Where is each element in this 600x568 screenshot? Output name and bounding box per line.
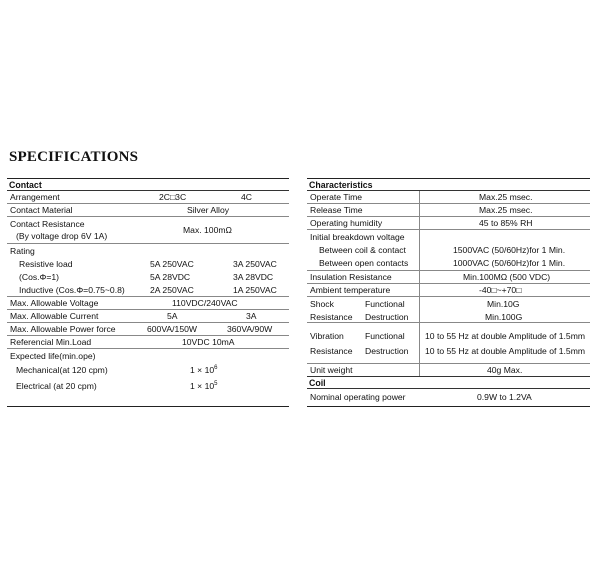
- expected-life-row: [7, 349, 289, 405]
- row-label: Max. Allowable Power force: [10, 324, 116, 334]
- operate-time-row: [307, 191, 590, 204]
- row-value: 360VA/90W: [227, 324, 273, 334]
- row-label: Initial breakdown voltage: [310, 232, 405, 242]
- insulation-row: [307, 271, 590, 284]
- row-value: 2A 250VAC: [150, 285, 194, 295]
- row-value: 10 to 55 Hz at double Amplitude of 1.5mm: [425, 331, 586, 341]
- breakdown-row: [307, 230, 590, 271]
- row-value: $1 \times 10^6$: [190, 365, 218, 375]
- row-label: Contact Material: [10, 205, 73, 215]
- max-voltage-row: [7, 297, 289, 310]
- row-label: Vibration: [310, 331, 344, 341]
- row-label: Max. Allowable Voltage: [10, 298, 99, 308]
- row-label: Referencial Min.Load: [10, 337, 92, 347]
- max-power-row: [7, 323, 289, 336]
- row-value: 10VDC 10mA: [182, 337, 235, 347]
- row-label: Operating humidity: [310, 218, 383, 228]
- row-label: Release Time: [310, 205, 363, 215]
- max-current-row: [7, 310, 289, 323]
- row-value: Max. 100mΩ: [183, 225, 232, 235]
- shock-row: [307, 297, 590, 323]
- row-label: Unit weight: [310, 365, 353, 375]
- coil-power-row: [307, 390, 590, 404]
- weight-row: [307, 364, 590, 377]
- row-sublabel: Destruction: [365, 346, 409, 356]
- row-value: 40g Max.: [487, 365, 523, 375]
- row-value: 1A 250VAC: [233, 285, 277, 295]
- row-label: Insulation Resistance: [310, 272, 392, 282]
- row-label: Expected life(min.ope): [10, 351, 96, 361]
- row-value: Silver Alloy: [187, 205, 230, 215]
- characteristics-table: [307, 178, 590, 407]
- row-value: 1500VAC (50/60Hz)for 1 Min.: [453, 245, 566, 255]
- row-sublabel: Functional: [365, 331, 405, 341]
- row-label: Resistance: [310, 312, 353, 322]
- row-value: 10 to 55 Hz at double Amplitude of 1.5mm: [425, 346, 586, 356]
- row-sublabel: (By voltage drop 6V 1A): [16, 231, 108, 241]
- row-value: 3A 28VDC: [233, 272, 274, 282]
- row-value: Min.10G: [487, 299, 520, 309]
- row-label: Arrangement: [10, 192, 60, 202]
- row-label: Shock: [310, 299, 334, 309]
- row-label: Resistance: [310, 346, 353, 356]
- row-sublabel: Destruction: [365, 312, 409, 322]
- row-label: Rating: [10, 246, 35, 256]
- row-value: $1 \times 10^5$: [190, 381, 218, 391]
- coil-header: Coil: [307, 377, 590, 389]
- row-sublabel: Resistive load: [19, 259, 73, 269]
- ambient-row: [307, 284, 590, 297]
- row-value: Max.25 msec.: [479, 192, 533, 202]
- row-value: 3A 250VAC: [233, 259, 277, 269]
- row-value: 5A 250VAC: [150, 259, 194, 269]
- row-value: 110VDC/240VAC: [172, 298, 238, 308]
- row-value: 600VA/150W: [147, 324, 198, 334]
- release-time-row: [307, 204, 590, 217]
- row-sublabel: Electrical (at 20 cpm): [16, 381, 97, 391]
- row-value: Min.100MΩ (500 VDC): [463, 272, 551, 282]
- row-value: 0.9W to 1.2VA: [477, 392, 532, 402]
- row-value: Min.100G: [485, 312, 523, 322]
- row-value: 5A: [167, 311, 178, 321]
- row-sublabel: Inductive (Cos.Φ=0.75~0.8): [19, 285, 125, 295]
- vibration-row: [307, 323, 590, 364]
- page-title: SPECIFICATIONS: [9, 149, 139, 165]
- contact-header: Contact: [7, 179, 289, 191]
- rating-row: [7, 244, 289, 297]
- row-label: Operate Time: [310, 192, 363, 202]
- row-sublabel: Mechanical(at 120 cpm): [16, 365, 108, 375]
- row-value: -40□~+70□: [479, 285, 522, 295]
- row-sublabel: (Cos.Φ=1): [19, 272, 60, 282]
- row-value: Max.25 msec.: [479, 205, 533, 215]
- row-label: Nominal operating power: [310, 392, 406, 402]
- humidity-row: [307, 217, 590, 230]
- row-value: 45 to 85% RH: [479, 218, 533, 228]
- resistance-row: [7, 217, 289, 244]
- row-sublabel: Between coil & contact: [319, 245, 406, 255]
- characteristics-header: Characteristics: [307, 179, 590, 191]
- row-label: Ambient temperature: [310, 285, 391, 295]
- row-value: 4C: [241, 192, 252, 202]
- row-value: 1000VAC (50/60Hz)for 1 Min.: [453, 258, 566, 268]
- row-sublabel: Between open contacts: [319, 258, 409, 268]
- material-row: [7, 204, 289, 217]
- row-label: Max. Allowable Current: [10, 311, 99, 321]
- arrangement-row: [7, 191, 289, 204]
- row-label: Contact Resistance: [10, 219, 85, 229]
- row-value: 2C□3C: [159, 192, 187, 202]
- row-value: 3A: [246, 311, 257, 321]
- row-sublabel: Functional: [365, 299, 405, 309]
- row-value: 5A 28VDC: [150, 272, 191, 282]
- contact-table: [7, 178, 289, 407]
- min-load-row: [7, 336, 289, 349]
